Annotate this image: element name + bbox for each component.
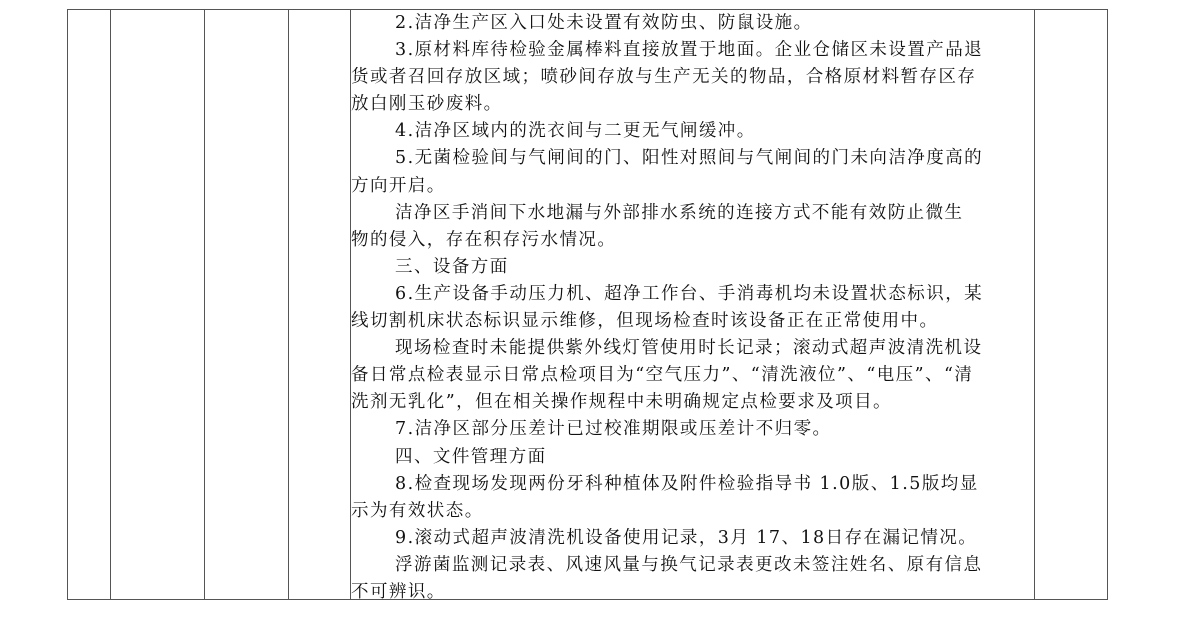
findings-cell xyxy=(351,10,1034,602)
finding-line: 3.原材料库待检验金属棒料直接放置于地面。企业仓储区未设置产品退 xyxy=(395,40,984,61)
finding-line: 4.洁净区域内的洗衣间与二更无气闸缓冲。 xyxy=(395,121,756,142)
finding-line: 方向开启。 xyxy=(351,175,446,196)
finding-line: 放白刚玉砂废料。 xyxy=(351,94,503,115)
finding-line: 5.无菌检验间与气闸间的门、阳性对照间与气闸间的门未向洁净度高的 xyxy=(395,148,984,169)
column-divider-2 xyxy=(204,10,205,599)
finding-line: 四、文件管理方面 xyxy=(395,446,547,467)
column-divider-5 xyxy=(1034,10,1035,599)
finding-line: 线切割机床状态标识显示维修，但现场检查时该设备正在正常使用中。 xyxy=(351,311,939,332)
finding-line: 洗剂无乳化”，但在相关操作规程中未明确规定点检要求及项目。 xyxy=(351,392,892,413)
finding-line: 2.洁净生产区入口处未设置有效防虫、防鼠设施。 xyxy=(395,13,813,33)
finding-line: 三、设备方面 xyxy=(395,256,509,277)
column-divider-3 xyxy=(288,10,289,599)
finding-line: 不可辨识。 xyxy=(351,581,446,602)
finding-line: 浮游菌监测记录表、风速风量与换气记录表更改未签注姓名、原有信息 xyxy=(395,554,983,575)
finding-line: 洁净区手消间下水地漏与外部排水系统的连接方式不能有效防止微生 xyxy=(395,202,964,223)
finding-line: 示为有效状态。 xyxy=(351,500,484,521)
finding-line: 备日常点检表显示日常点检项目为“空气压力”、“清洗液位”、“电压”、“清 xyxy=(351,365,974,386)
findings-table xyxy=(67,9,1108,600)
finding-line: 现场检查时未能提供紫外线灯管使用时长记录；滚动式超声波清洗机设 xyxy=(395,338,983,359)
finding-line: 物的侵入，存在积存污水情况。 xyxy=(351,229,617,250)
finding-line: 6.生产设备手动压力机、超净工作台、手消毒机均未设置状态标识，某 xyxy=(395,283,984,304)
finding-line: 货或者召回存放区域；喷砂间存放与生产无关的物品，合格原材料暂存区存 xyxy=(351,67,977,88)
finding-line: 8.检查现场发现两份牙科种植体及附件检验指导书 1.0版、1.5版均显 xyxy=(395,473,979,494)
column-divider-1 xyxy=(110,10,111,599)
finding-line: 7.洁净区部分压差计已过校准期限或压差计不归零。 xyxy=(395,419,832,440)
finding-line: 9.滚动式超声波清洗机设备使用记录，3月 17、18日存在漏记情况。 xyxy=(395,527,978,548)
